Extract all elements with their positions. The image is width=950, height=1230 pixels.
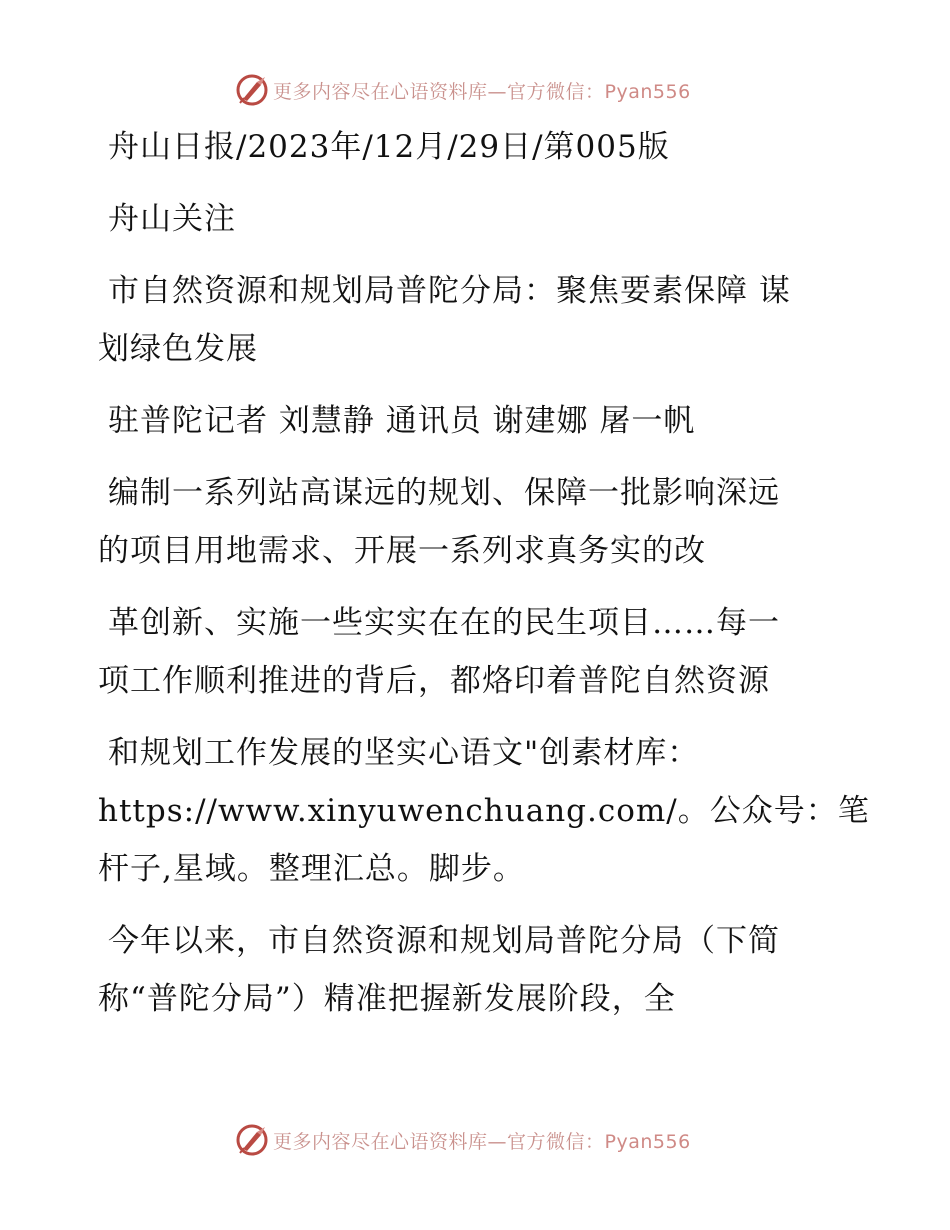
- quill-pen-logo-icon: [235, 73, 269, 107]
- article-text-line: 编制一系列站高谋远的规划、保障一批影响深远: [108, 475, 780, 511]
- article-text-line: 项工作顺利推进的背后，都烙印着普陀自然资源: [98, 663, 770, 699]
- article-body: [98, 118, 870, 1028]
- watermark-contact-label: 官方微信：: [507, 1130, 605, 1153]
- article-text-line: 和规划工作发展的坚实心语文"创素材库：: [108, 735, 700, 771]
- watermark-contact-id: Pyan556: [604, 1130, 691, 1153]
- article-source-line: 舟山日报/2023年/12月/29日/第005版: [108, 129, 670, 165]
- watermark-banner-top: [235, 72, 755, 108]
- watermark-contact-label: 官方微信：: [507, 80, 605, 103]
- article-text-line: 的项目用地需求、开展一系列求真务实的改: [98, 533, 706, 569]
- article-text-line: 称“普陀分局”）精准把握新发展阶段，全: [98, 981, 676, 1017]
- article-section-label: 舟山关注: [108, 201, 236, 237]
- watermark-separator: —: [487, 80, 508, 103]
- watermark-separator: —: [487, 1130, 508, 1153]
- article-headline-line-2: 划绿色发展: [98, 331, 258, 367]
- article-text-line: 革创新、实施一些实实在在的民生项目……每一: [108, 605, 780, 641]
- watermark-banner-bottom: [235, 1122, 755, 1158]
- watermark-contact-id: Pyan556: [604, 80, 691, 103]
- watermark-text: 更多内容尽在心语资料库: [273, 1130, 488, 1153]
- quill-pen-logo-icon: [235, 1123, 269, 1157]
- watermark-text: 更多内容尽在心语资料库: [273, 80, 488, 103]
- article-byline: 驻普陀记者 刘慧静 通讯员 谢建娜 屠一帆: [108, 403, 696, 439]
- article-text-line: 今年以来，市自然资源和规划局普陀分局（下简: [108, 923, 780, 959]
- article-text-line: https://www.xinyuwenchuang.com/。公众号：笔: [98, 793, 870, 829]
- article-text-line: 杆子,星域。整理汇总。脚步。: [98, 851, 525, 887]
- article-headline-line-1: 市自然资源和规划局普陀分局：聚焦要素保障 谋: [108, 273, 791, 309]
